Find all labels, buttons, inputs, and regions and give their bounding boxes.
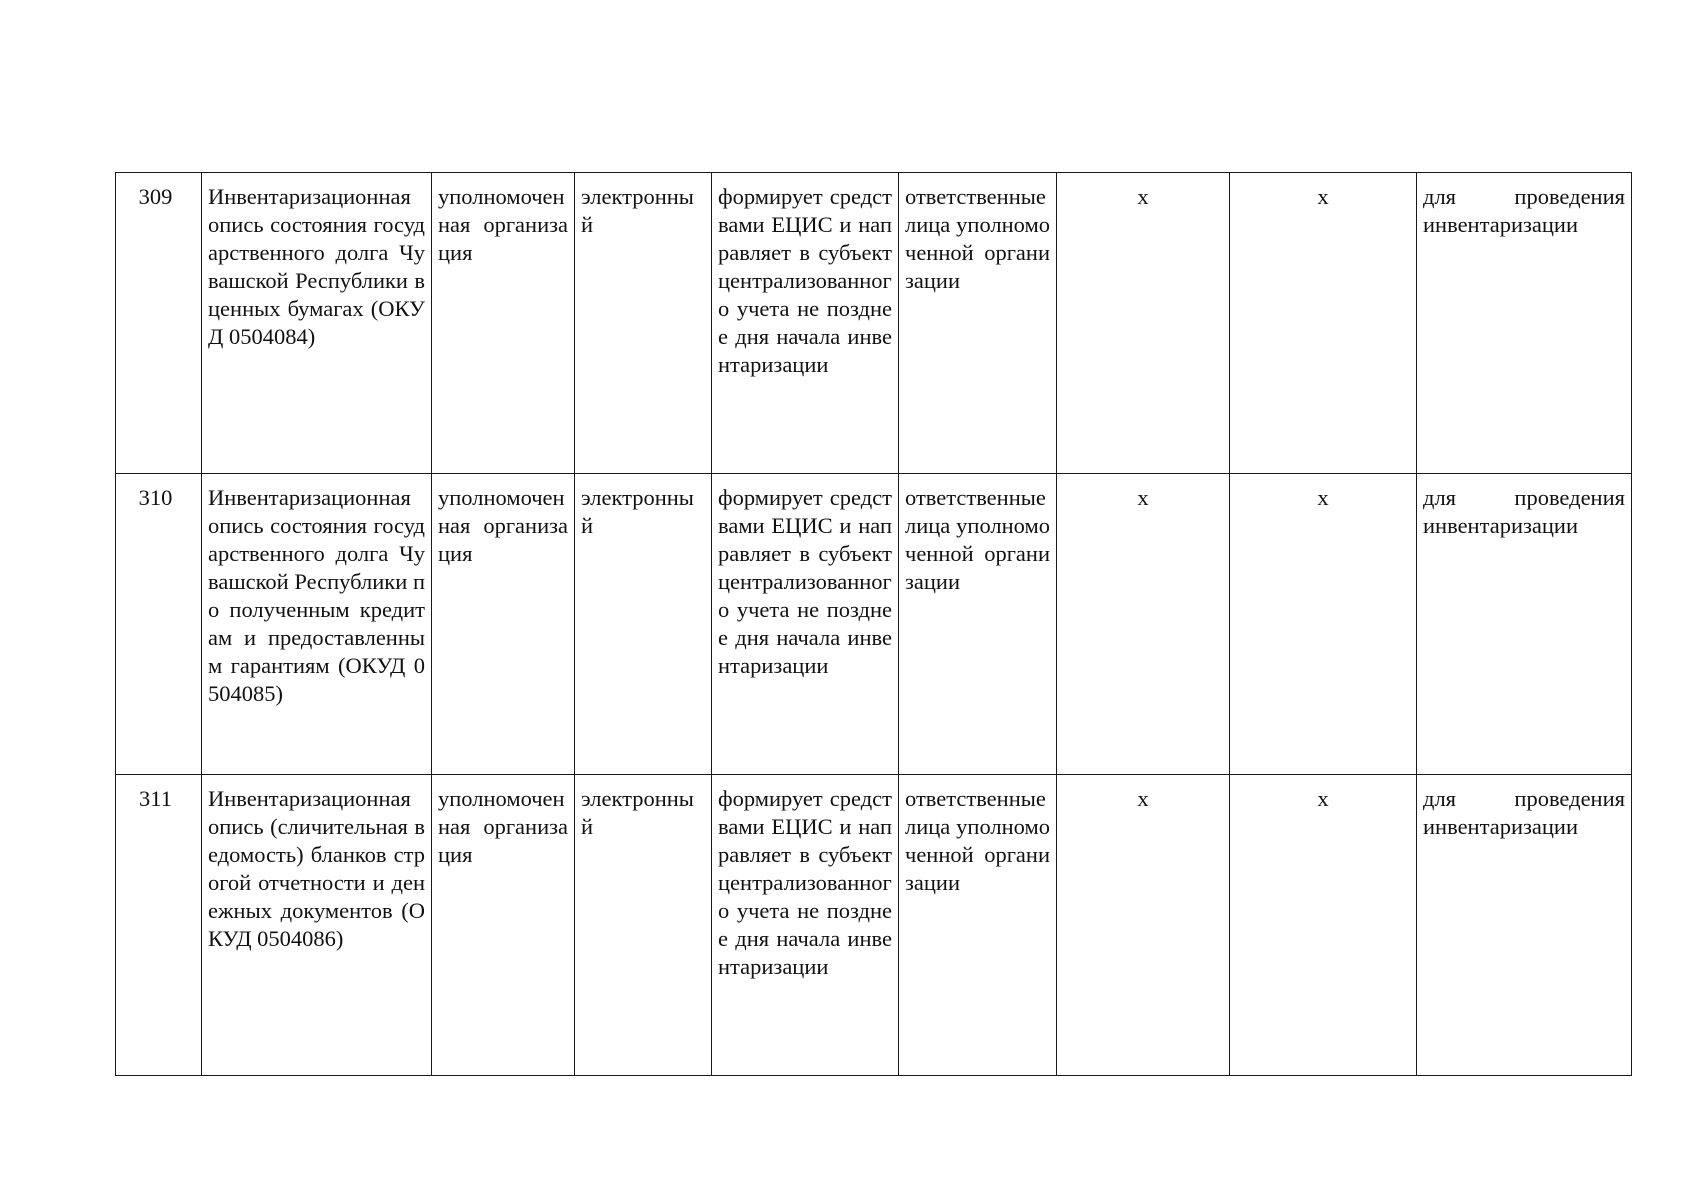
format-cell: электронный	[575, 173, 712, 474]
purpose-line-2: инвентаризации	[1423, 513, 1578, 538]
purpose-line-1: для проведения	[1423, 485, 1625, 510]
document-name: Инвентаризационная опись состояния государственного долга Чувашской Республики по полученным кредитам и предоставленным гарантиям (ОКУД 0504085)	[202, 474, 432, 775]
procedure-cell: формирует средствами ЕЦИС и направляет в субъект централизованного учета не позднее дня начала инвентаризации	[712, 173, 899, 474]
column-8-cell: x	[1230, 474, 1417, 775]
table-row	[116, 775, 1632, 1076]
format-cell: электронный	[575, 474, 712, 775]
document-name: Инвентаризационная опись (сличительная ведомость) бланков строгой отчетности и денежных документов (ОКУД 0504086)	[202, 775, 432, 1076]
creator-cell: уполномоченная организация	[432, 474, 575, 775]
responsible-cell: ответственные лица уполномоченной организации	[899, 474, 1057, 775]
format-cell: электронный	[575, 775, 712, 1076]
responsible-cell: ответственные лица уполномоченной организации	[899, 775, 1057, 1076]
responsible-cell: ответственные лица уполномоченной организации	[899, 173, 1057, 474]
purpose-cell	[1417, 173, 1632, 474]
column-8-cell: x	[1230, 775, 1417, 1076]
table-row	[116, 173, 1632, 474]
row-number: 310	[116, 474, 202, 775]
creator-cell: уполномоченная организация	[432, 775, 575, 1076]
purpose-cell	[1417, 775, 1632, 1076]
column-7-cell: x	[1057, 775, 1230, 1076]
column-7-cell: x	[1057, 474, 1230, 775]
purpose-line-1: для проведения	[1423, 786, 1625, 811]
column-7-cell: x	[1057, 173, 1230, 474]
column-8-cell: x	[1230, 173, 1417, 474]
purpose-cell	[1417, 474, 1632, 775]
row-number: 309	[116, 173, 202, 474]
purpose-line-1: для проведения	[1423, 184, 1625, 209]
purpose-line-2: инвентаризации	[1423, 814, 1578, 839]
row-number: 311	[116, 775, 202, 1076]
document-table	[115, 172, 1632, 1076]
table-row	[116, 474, 1632, 775]
document-name: Инвентаризационная опись состояния государственного долга Чувашской Республики в ценных бумагах (ОКУД 0504084)	[202, 173, 432, 474]
creator-cell: уполномоченная организация	[432, 173, 575, 474]
purpose-line-2: инвентаризации	[1423, 212, 1578, 237]
procedure-cell: формирует средствами ЕЦИС и направляет в субъект централизованного учета не позднее дня начала инвентаризации	[712, 474, 899, 775]
procedure-cell: формирует средствами ЕЦИС и направляет в субъект централизованного учета не позднее дня начала инвентаризации	[712, 775, 899, 1076]
